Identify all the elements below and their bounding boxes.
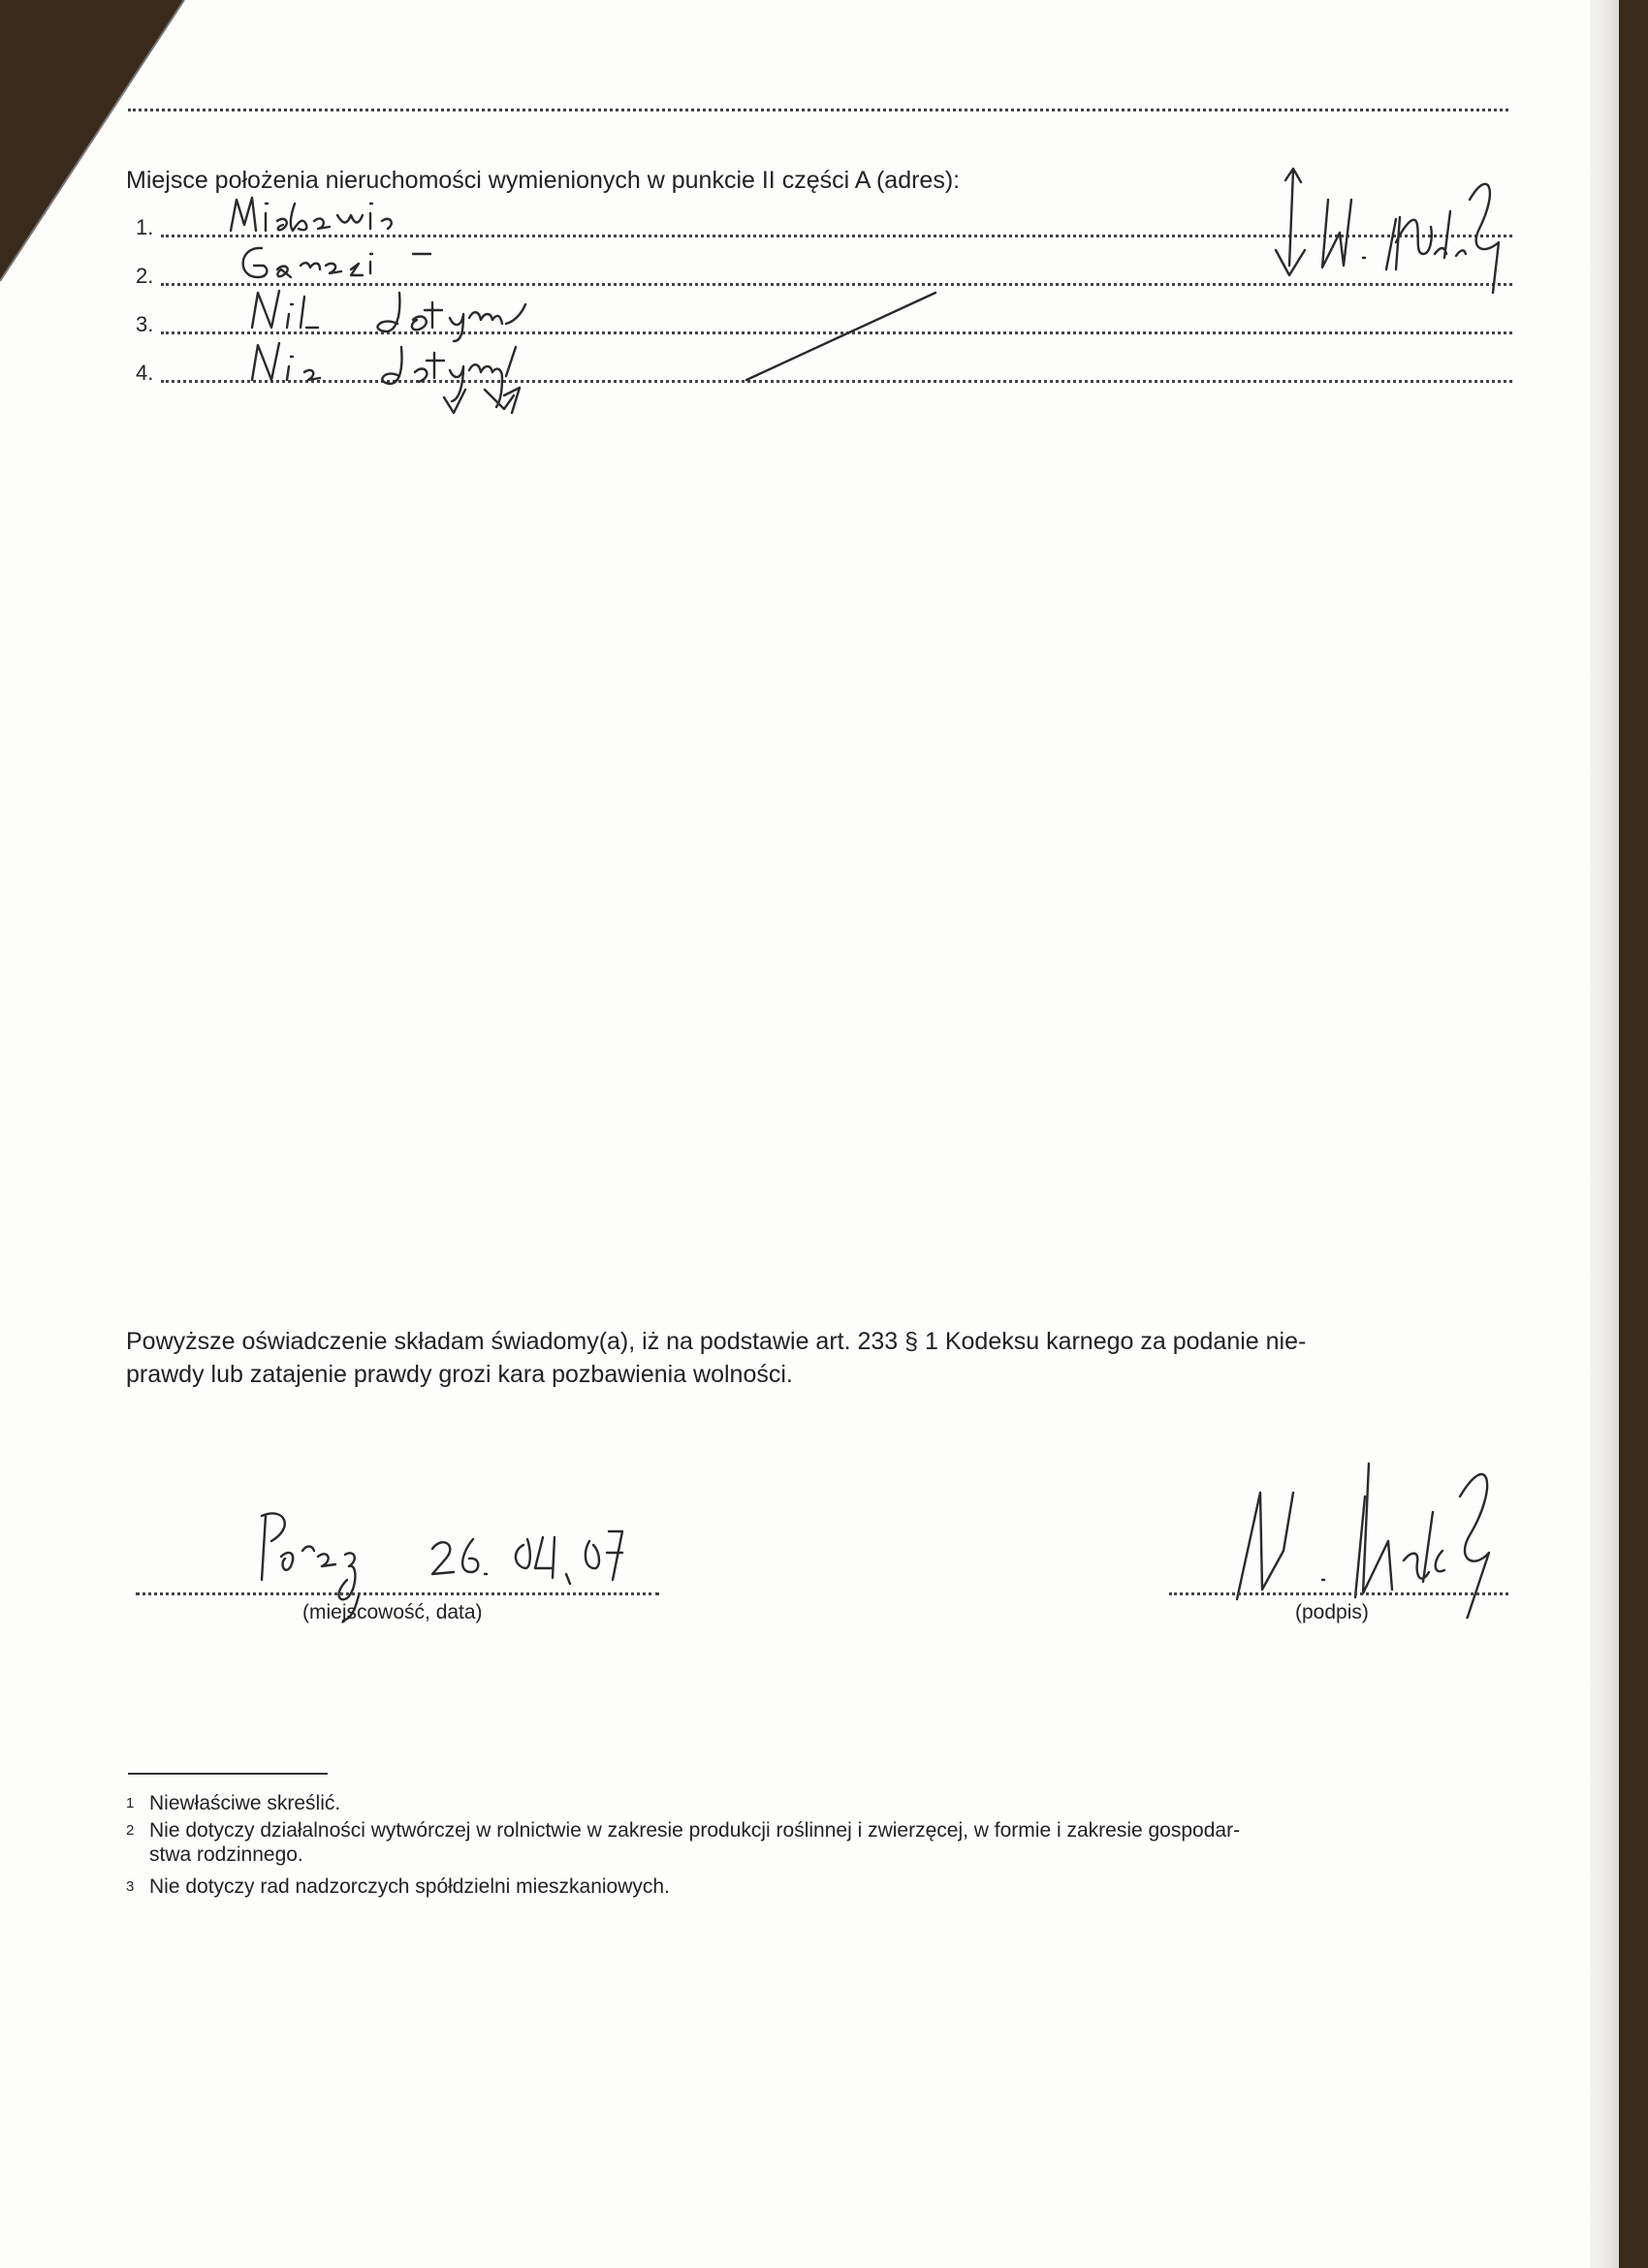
slash-line xyxy=(737,283,950,390)
footnote-text: Niewłaściwe skreślić. xyxy=(149,1792,341,1814)
signature-line xyxy=(1169,1592,1508,1595)
declaration-line-2: prawdy lub zatajenie prawdy grozi kara pozbawienia wolności. xyxy=(126,1361,793,1388)
handwritten-row-1 xyxy=(223,192,475,236)
place-date-label: (miejscowość, data) xyxy=(302,1601,483,1623)
row-number-1: 1. xyxy=(136,215,154,239)
row-number-4: 4. xyxy=(136,361,154,385)
footnote-2 xyxy=(126,1818,1240,1867)
footnote-1 xyxy=(126,1791,340,1815)
footnote-text-continued: stwa rodzinnego. xyxy=(149,1843,303,1866)
declaration-line-1: Powyższe oświadczenie składam świadomy(a), iż na podstawie art. 233 § 1 Kodeksu karnego za podanie nie- xyxy=(126,1328,1307,1355)
footnote-marker: 3 xyxy=(126,1878,135,1895)
section-heading: Miejsce położenia nieruchomości wymienionych w punkcie II części A (adres): xyxy=(126,167,961,194)
place-date-line xyxy=(136,1592,659,1595)
footnote-rule xyxy=(128,1773,328,1775)
top-separator xyxy=(128,109,1508,111)
page-edge xyxy=(1590,0,1619,2268)
handwritten-row-4 xyxy=(242,337,611,430)
row-number-2: 2. xyxy=(136,264,154,288)
footnote-marker: 1 xyxy=(126,1795,135,1811)
handwritten-row-2 xyxy=(233,240,446,285)
footnote-text: Nie dotyczy rad nadzorczych spółdzielni mieszkaniowych. xyxy=(149,1875,670,1898)
folded-corner xyxy=(0,0,194,291)
row-number-3: 3. xyxy=(136,312,154,336)
margin-initials xyxy=(1251,161,1541,306)
footnote-3 xyxy=(126,1874,670,1899)
signature-label: (podpis) xyxy=(1295,1601,1369,1623)
handwritten-signature xyxy=(1202,1434,1590,1619)
footnote-text: Nie dotyczy działalności wytwórczej w rolnictwie w zakresie produkcji roślinnej i zwierzęcej, w formie i zakresie gospodar- xyxy=(149,1819,1241,1842)
footnote-marker: 2 xyxy=(126,1822,135,1839)
